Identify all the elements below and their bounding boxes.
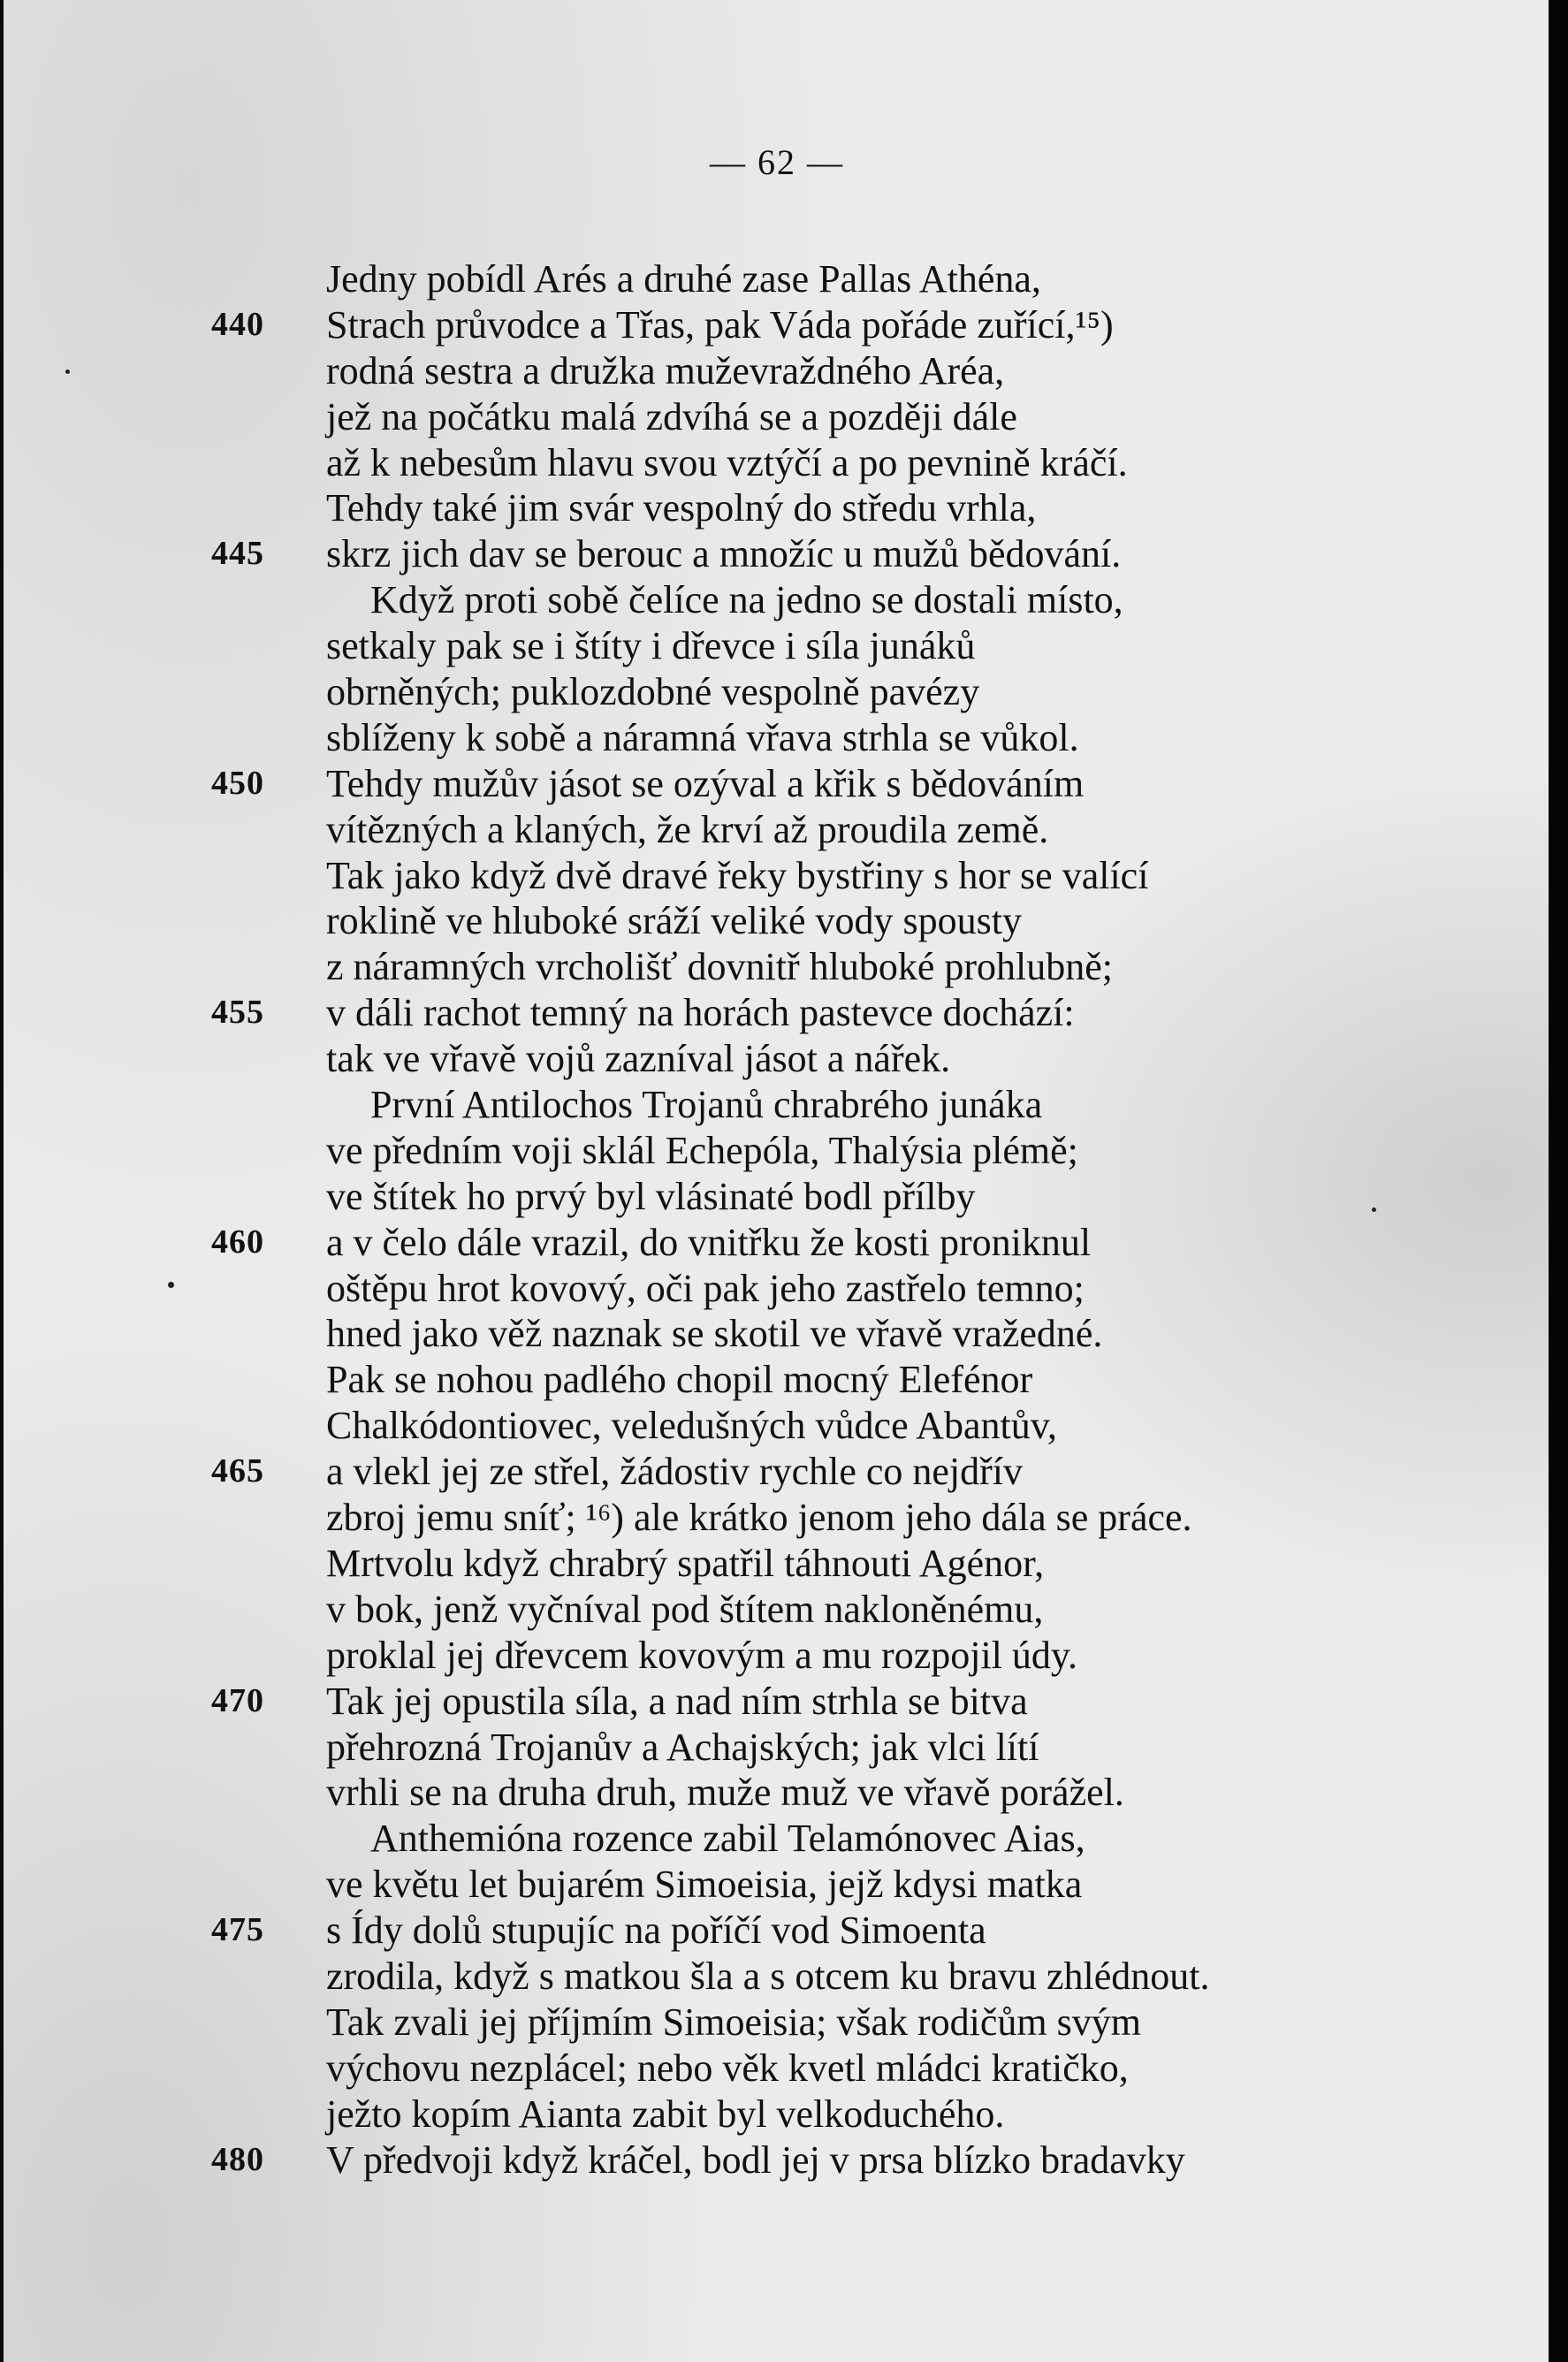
verse-text: obrněných; puklozdobné vespolně pavézy	[326, 670, 980, 714]
verse-text: a vlekl jej ze střel, žádostiv rychle co nejdřív	[326, 1450, 1024, 1494]
poem-line	[225, 440, 1391, 486]
verse-text: proklal jej dřevcem kovovým a mu rozpojil údy.	[326, 1633, 1078, 1677]
poem-line	[225, 256, 1391, 302]
poem-line	[225, 2046, 1391, 2092]
poem-line	[225, 577, 1391, 623]
ink-speck	[65, 370, 70, 374]
poem-line	[225, 1816, 1391, 1862]
poem-line	[225, 1954, 1391, 2000]
verse-text: ve květu let bujarém Simoeisia, jejž kdysi matka	[326, 1863, 1083, 1907]
poem-line	[225, 1541, 1391, 1587]
poem-line	[225, 1266, 1391, 1312]
poem-line	[225, 623, 1391, 669]
poem-line	[225, 1862, 1391, 1908]
verse-text: Tak zvali jej příjmím Simoeisia; však rodičům svým	[326, 2000, 1142, 2044]
poem-line	[211, 2137, 1391, 2183]
poem-line	[225, 1587, 1391, 1633]
poem-line	[225, 1036, 1391, 1082]
poem-line	[225, 348, 1391, 394]
verse-text: Anthemióna rozence zabil Telamónovec Aias,	[370, 1817, 1085, 1861]
verse-text: sblíženy k sobě a náramná vřava strhla se vůkol.	[326, 715, 1079, 759]
poem-line	[225, 669, 1391, 715]
poem-line	[225, 1128, 1391, 1174]
line-number: 460	[211, 1223, 264, 1261]
poem-line	[211, 990, 1391, 1036]
verse-text: Tak jako když dvě dravé řeky bystřiny s hor se valící	[326, 853, 1149, 897]
verse-text: vrhli se na druha druh, muže muž ve vřavě porážel.	[326, 1771, 1124, 1815]
line-number: 450	[211, 764, 264, 802]
verse-text: setkaly pak se i štíty i dřevce i síla junáků	[326, 624, 976, 668]
poem-line	[225, 2092, 1391, 2137]
verse-text: Strach průvodce a Třas, pak Váda pořáde zuřící,¹⁵)	[326, 302, 1114, 347]
poem-line	[225, 394, 1391, 440]
poem-line	[225, 1311, 1391, 1357]
ink-speck	[168, 1282, 174, 1288]
verse-text: Tehdy mužův jásot se ozýval a křik s bědováním	[326, 761, 1085, 805]
line-number: 445	[211, 535, 264, 573]
verse-text: Tehdy také jim svár vespolný do středu vrhla,	[326, 486, 1037, 530]
verse-text: Když proti sobě čelíce na jedno se dostali místo,	[370, 578, 1123, 622]
poem-line	[211, 1679, 1391, 1725]
verse-text: První Antilochos Trojanů chrabrého junáka	[370, 1083, 1043, 1127]
verse-text: ježto kopím Aianta zabit byl velkoduchého.	[326, 2092, 1005, 2136]
verse-text: zrodila, když s matkou šla a s otcem ku bravu zhlédnout.	[326, 1954, 1210, 1998]
line-number: 455	[211, 994, 264, 1032]
poem-line	[225, 898, 1391, 944]
poem-line	[211, 1908, 1391, 1954]
poem-line	[211, 531, 1391, 577]
verse-text: rodná sestra a družka muževraždného Aréa,	[326, 348, 1005, 392]
verse-text: skrz jich dav se berouc a množíc u mužů bědování.	[326, 532, 1122, 576]
verse-text: roklině ve hluboké sráží veliké vody spousty	[326, 899, 1022, 943]
poem-line	[225, 485, 1391, 531]
verse-text: Tak jej opustila síla, a nad ním strhla se bitva	[326, 1679, 1028, 1723]
verse-text: ve předním voji sklál Echepóla, Thalýsia plémě;	[326, 1128, 1078, 1172]
poem-text	[211, 256, 1391, 2183]
verse-text: z náramných vrcholišť dovnitř hluboké prohlubně;	[326, 945, 1114, 989]
ink-speck	[1372, 1208, 1376, 1212]
poem-line	[225, 1725, 1391, 1771]
verse-text: tak ve vřavě vojů zazníval jásot a nářek.	[326, 1037, 951, 1081]
scan-edge	[1549, 0, 1568, 2362]
verse-text: přehrozná Trojanův a Achajských; jak vlci lítí	[326, 1725, 1039, 1769]
poem-line	[225, 1082, 1391, 1128]
poem-line	[225, 1403, 1391, 1449]
verse-text: v dáli rachot temný na horách pastevce dochází:	[326, 991, 1075, 1035]
poem-line	[225, 1174, 1391, 1220]
verse-text: V předvoji když kráčel, bodl jej v prsa blízko bradavky	[326, 2137, 1185, 2182]
verse-text: s Ídy dolů stupujíc na poříčí vod Simoenta	[326, 1909, 986, 1953]
poem-line	[225, 1770, 1391, 1816]
line-number: 470	[211, 1681, 264, 1719]
verse-text: a v čelo dále vrazil, do vnitřku že kosti proniknul	[326, 1220, 1092, 1264]
poem-line	[211, 302, 1391, 348]
verse-text: Jedny pobídl Arés a druhé zase Pallas Athéna,	[326, 257, 1041, 301]
poem-line	[211, 1220, 1391, 1266]
line-number: 480	[211, 2140, 264, 2178]
line-number: 465	[211, 1452, 264, 1490]
verse-text: oštěpu hrot kovový, oči pak jeho zastřelo temno;	[326, 1266, 1085, 1310]
verse-text: ve štítek ho prvý byl vlásinaté bodl přílby	[326, 1174, 976, 1218]
verse-text: zbroj jemu sníť; ¹⁶) ale krátko jenom jeho dála se práce.	[326, 1496, 1192, 1540]
poem-line	[225, 1633, 1391, 1679]
poem-line	[225, 1357, 1391, 1403]
verse-text: výchovu nezplácel; nebo věk kvetl mládci kratičko,	[326, 2046, 1129, 2090]
verse-text: Chalkódontiovec, veledušných vůdce Abantův,	[326, 1404, 1057, 1448]
page-number: — 62 —	[710, 142, 844, 182]
verse-text: Pak se nohou padlého chopil mocný Elefénor	[326, 1358, 1033, 1402]
verse-text: v bok, jenž vyčníval pod štítem nakloněnému,	[326, 1587, 1044, 1631]
poem-line	[225, 1495, 1391, 1541]
line-number: 475	[211, 1911, 264, 1949]
line-number: 440	[211, 305, 264, 343]
verse-text: jež na počátku malá zdvíhá se a později dále	[326, 394, 1017, 438]
poem-line	[225, 2000, 1391, 2046]
poem-line	[225, 944, 1391, 990]
verse-text: Mrtvolu když chrabrý spatřil táhnouti Agénor,	[326, 1541, 1045, 1585]
book-page	[4, 0, 1550, 2362]
poem-line	[211, 1449, 1391, 1495]
poem-line	[211, 761, 1391, 807]
poem-line	[225, 853, 1391, 899]
verse-text: vítězných a klaných, že krví až proudila země.	[326, 807, 1049, 851]
verse-text: až k nebesům hlavu svou vztýčí a po pevnině kráčí.	[326, 440, 1128, 484]
verse-text: hned jako věž naznak se skotil ve vřavě vražedné.	[326, 1312, 1103, 1356]
poem-line	[225, 715, 1391, 761]
poem-line	[225, 807, 1391, 853]
